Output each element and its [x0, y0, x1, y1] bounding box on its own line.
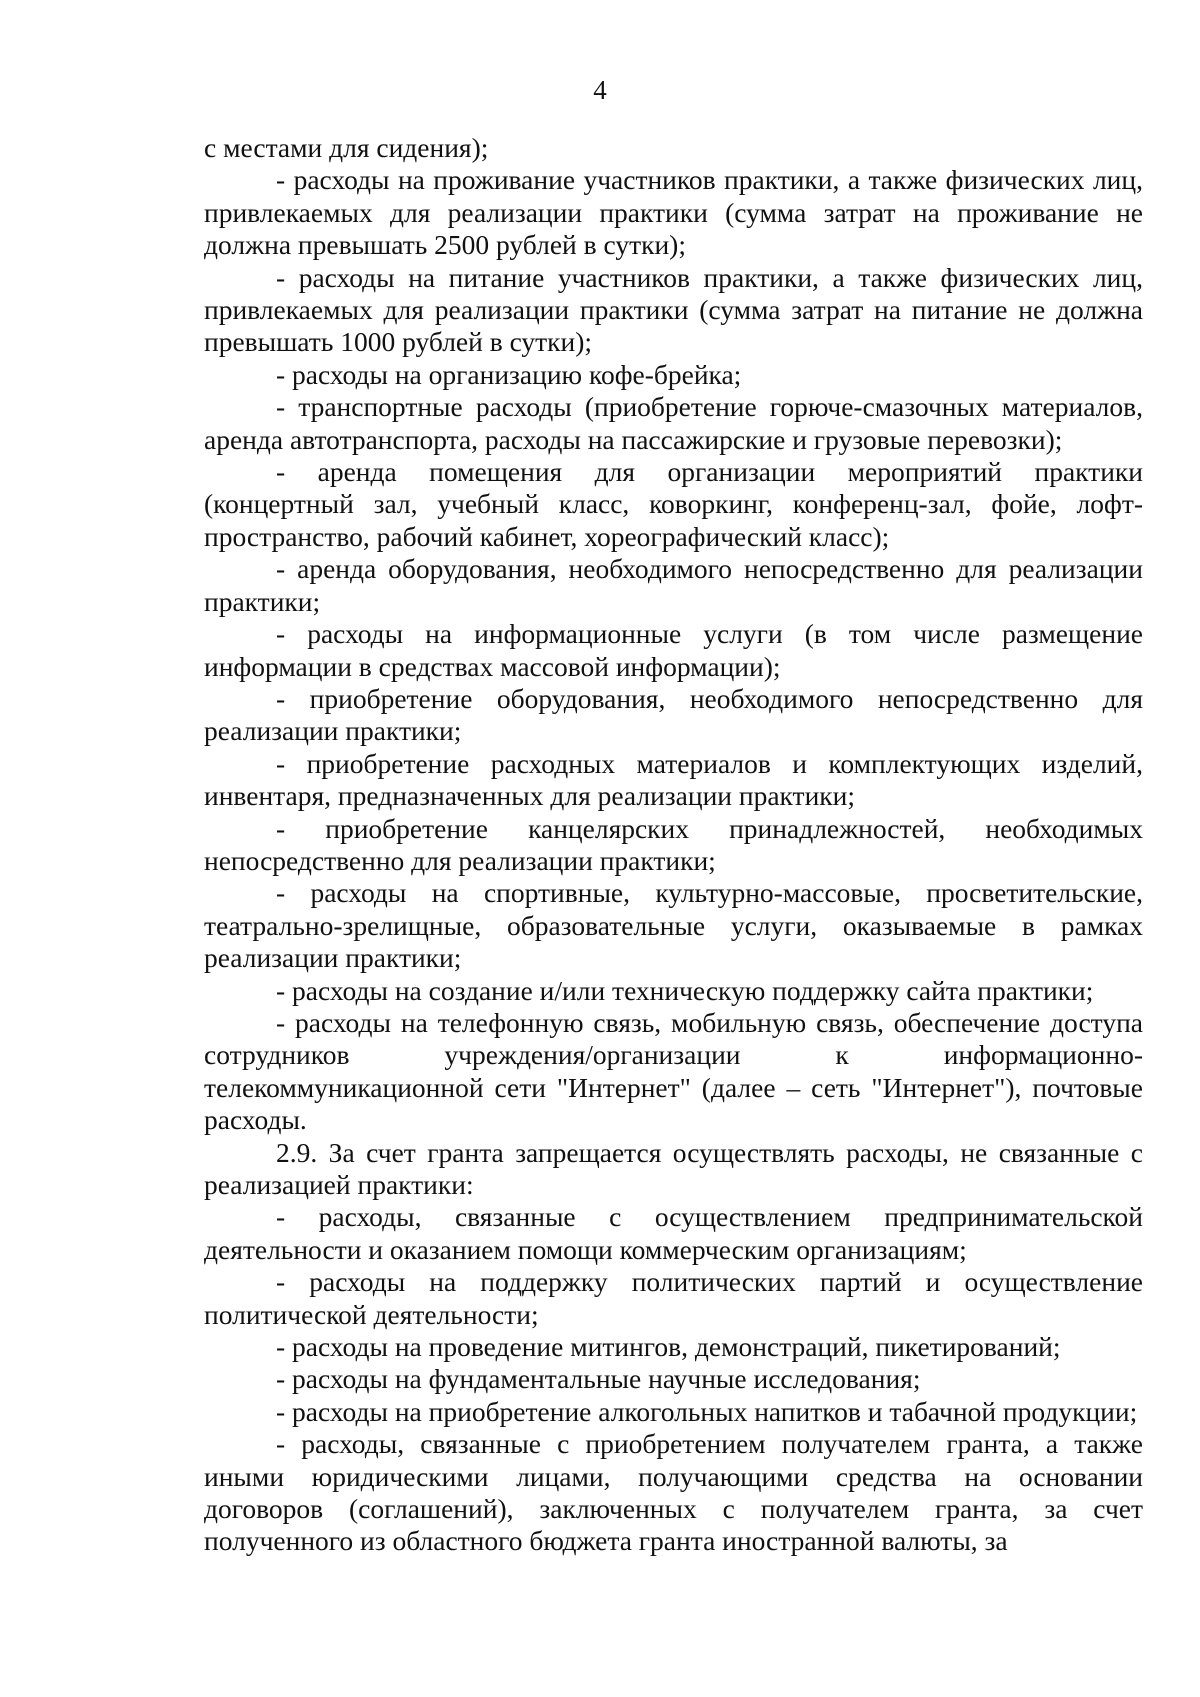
paragraph: - расходы на питание участников практики, а также физических лиц, привлекаемых для реализации практики (сумма затрат на питание не должна превышать 1000 рублей в сутки); [204, 261, 1143, 358]
paragraph: с местами для сидения); [204, 132, 489, 163]
paragraph: - аренда оборудования, необходимого непосредственно для реализации практики; [204, 553, 1143, 617]
paragraph: - расходы на фундаментальные научные исследования; [276, 1363, 921, 1395]
paragraph: - расходы на информационные услуги (в том числе размещение информации в средствах массовой информации); [204, 618, 1143, 682]
paragraph: - расходы на создание и/или техническую поддержку сайта практики; [276, 974, 1094, 1006]
paragraph: - расходы на проведение митингов, демонстраций, пикетирований; [276, 1331, 1061, 1363]
paragraph: - приобретение расходных материалов и комплектующих изделий, инвентаря, предназначенных для реализации практики; [204, 747, 1143, 812]
paragraph: 2.9. За счет гранта запрещается осуществлять расходы, не связанные с реализацией практики: [204, 1136, 1143, 1200]
paragraph: - расходы, связанные с осуществлением предпринимательской деятельности и оказанием помощи коммерческим организациям; [204, 1201, 1143, 1265]
paragraph: - расходы на организацию кофе-брейка; [276, 358, 742, 390]
paragraph: - расходы на поддержку политических партий и осуществление политической деятельности; [204, 1266, 1143, 1330]
paragraph: - приобретение канцелярских принадлежностей, необходимых непосредственно для реализации практики; [204, 812, 1143, 876]
page-number: 4 [593, 75, 607, 105]
paragraph: - расходы на телефонную связь, мобильную связь, обеспечение доступа сотрудников учреждения/организации к информационно-телекоммуникационной сети "Интернет" (далее – сеть "Интернет"), почтовые расходы. [204, 1006, 1143, 1136]
paragraph: - аренда помещения для организации мероприятий практики (концертный зал, учебный класс, коворкинг, конференц-зал, фойе, лофт-пространство, рабочий кабинет, хореографический класс); [204, 456, 1143, 552]
paragraph: - расходы на проживание участников практики, а также физических лиц, привлекаемых для реализации практики (сумма затрат на проживание не должна превышать 2500 рублей в сутки); [204, 164, 1143, 261]
document-body [204, 132, 1143, 1558]
paragraph: - расходы на спортивные, культурно-массовые, просветительские, театрально-зрелищные, образовательные услуги, оказываемые в рамках реализации практики; [204, 877, 1143, 974]
paragraph: - транспортные расходы (приобретение горюче-смазочных материалов, аренда автотранспорта, расходы на пассажирские и грузовые перевозки); [204, 391, 1143, 455]
paragraph: - приобретение оборудования, необходимого непосредственно для реализации практики; [204, 682, 1143, 747]
paragraph: - расходы, связанные с приобретением получателем гранта, а также иными юридическими лицами, получающими средства на основании договоров (соглашений), заключенных с получателем гранта, за счет полученного из областного бюджета гранта иностранной валюты, за [204, 1428, 1143, 1557]
paragraph: - расходы на приобретение алкогольных напитков и табачной продукции; [276, 1395, 1138, 1427]
